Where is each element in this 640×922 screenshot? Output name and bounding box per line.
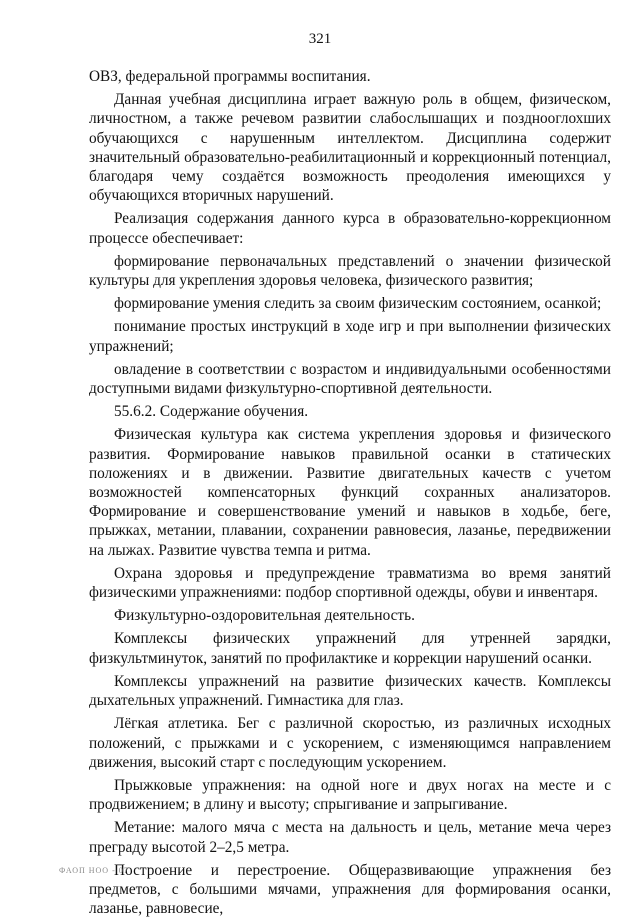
paragraph-quality-complexes: Комплексы упражнений на развитие физических качеств. Комплексы дыхательных упражнений. Гимнастика для глаз.	[89, 672, 611, 710]
paragraph-fitness-activity: Физкультурно-оздоровительная деятельность.	[114, 607, 415, 625]
page-number: 321	[308, 31, 332, 47]
list-item-posture-skill: формирование умения следить за своим физическим состоянием, осанкой;	[114, 295, 602, 313]
paragraph-physical-culture: Физическая культура как система укрепления здоровья и физического развития. Формирование навыков правильной осанки в статических положениях и в движении. Развитие двигательных качеств с учетом возможностей компенсаторных функций сохранных анализаторов. Формирование и совершенствование умений и навыков в ходьбе, беге, прыжках, метании, плавании, сохранении равновесия, лазанье, передвижении на лыжах. Развитие чувства темпа и ритма.	[89, 426, 611, 559]
paragraph-implementation: Реализация содержания данного курса в образовательно-коррекционном процессе обеспечивает:	[89, 210, 611, 247]
list-item-representations: формирование первоначальных представлений о значении физической культуры для укрепления здоровья человека, физического развития;	[89, 252, 611, 290]
paragraph-formation: Построение и перестроение. Общеразвивающие упражнения без предметов, с большими мячами, упражнения для формирования осанки, лазанье, равновесие,	[89, 861, 611, 918]
paragraph-discipline-role: Данная учебная дисциплина играет важную роль в общем, физическом, личностном, а также речевом развитии слабослышащих и позднооглохших обучающихся с нарушенным интеллектом. Дисциплина содержит значительный образовательно-реабилитационный и коррекционный потенциал, благодаря чему создаётся возможность преодоления имеющихся у обучающихся вторичных нарушений.	[89, 91, 611, 205]
section-heading: 55.6.2. Содержание обучения.	[114, 403, 309, 421]
paragraph-exercise-complexes: Комплексы физических упражнений для утренней зарядки, физкультминуток, занятий по профилактике и коррекции нарушений осанки.	[89, 630, 611, 667]
list-item-instructions: понимание простых инструкций в ходе игр и при выполнении физических упражнений;	[89, 318, 611, 355]
footer-mark: ФАОП НОО - 07	[59, 866, 129, 875]
paragraph-health-protection: Охрана здоровья и предупреждение травматизма во время занятий физическими упражнениями: подбор спортивной одежды, обуви и инвентаря.	[89, 564, 611, 602]
paragraph-continuation: ОВЗ, федеральной программы воспитания.	[89, 68, 371, 85]
body-text	[89, 67, 611, 922]
paragraph-athletics: Лёгкая атлетика. Бег с различной скоростью, из различных исходных положений, с прыжками и с ускорением, с изменяющимся направлением движения, высокий старт с последующим ускорением.	[89, 715, 611, 771]
paragraph-jumping: Прыжковые упражнения: на одной ноге и двух ногах на месте и с продвижением; в длину и высоту; спрыгивание и запрыгивание.	[89, 776, 611, 814]
list-item-activities: овладение в соответствии с возрастом и индивидуальными особенностями доступными видами физкультурно-спортивной деятельности.	[89, 360, 611, 398]
paragraph-throwing: Метание: малого мяча с места на дальность и цель, метание меча через преграду высотой 2–2,5 метра.	[89, 819, 611, 856]
